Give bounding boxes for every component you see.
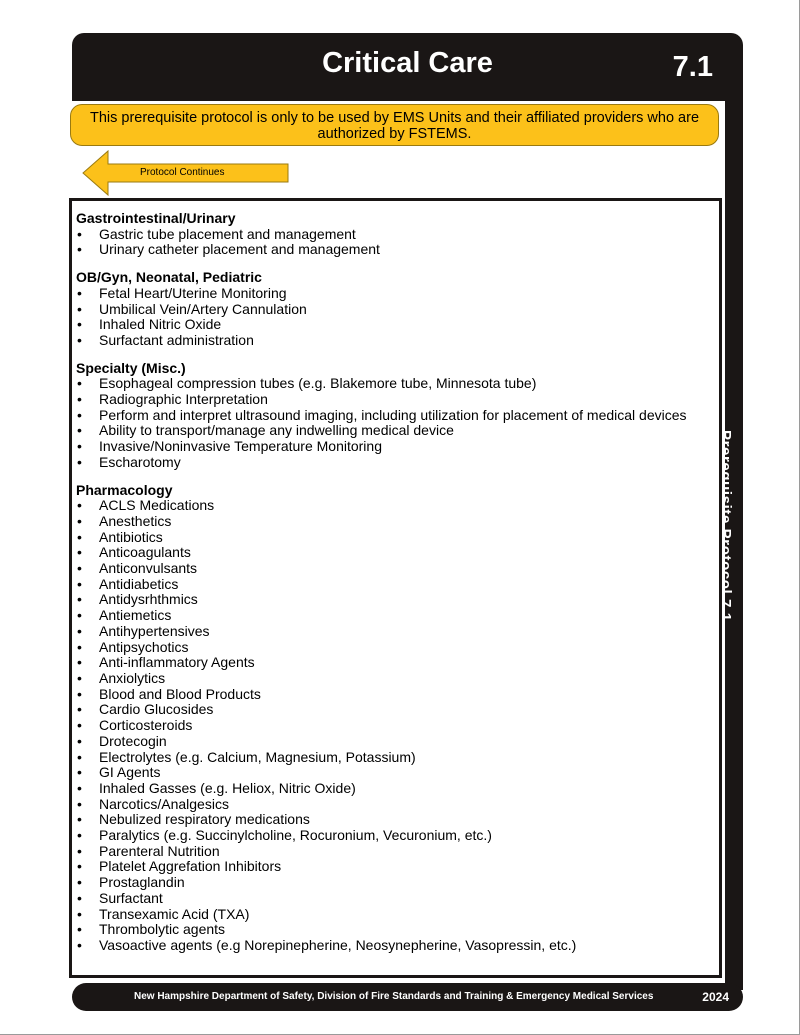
list-item-text: Surfactant administration: [99, 331, 254, 348]
bullet-list: [76, 498, 716, 953]
bullet-icon: •: [77, 732, 82, 749]
bullet-icon: •: [77, 921, 82, 938]
list-item-text: Drotecogin: [99, 732, 167, 749]
list-item-text: Surfactant: [99, 889, 163, 906]
protocol-content: [76, 211, 716, 966]
list-item: [76, 455, 716, 471]
bullet-icon: •: [77, 512, 82, 529]
section-title: OB/Gyn, Neonatal, Pediatric: [76, 269, 262, 286]
list-item-text: Ability to transport/manage any indwelling medical device: [99, 422, 454, 439]
list-item-text: Radiographic Interpretation: [99, 391, 268, 408]
list-item: [76, 891, 716, 907]
section-title: Specialty (Misc.): [76, 359, 186, 376]
bullet-icon: •: [77, 889, 82, 906]
bullet-list: [76, 227, 716, 258]
protocol-number: 7.1: [672, 51, 713, 83]
list-item-text: Vasoactive agents (e.g Norepinepherine, Neosynepherine, Vasopressin, etc.): [99, 936, 577, 953]
list-item: [76, 765, 716, 781]
bullet-icon: •: [77, 842, 82, 859]
bullet-icon: •: [77, 669, 82, 686]
section: [76, 270, 716, 349]
list-item: [76, 408, 716, 424]
footer-year: 2024: [702, 990, 729, 1004]
bullet-icon: •: [77, 874, 82, 891]
bullet-icon: •: [77, 795, 82, 812]
bullet-icon: •: [77, 717, 82, 734]
list-item: [76, 242, 716, 258]
bullet-icon: •: [77, 905, 82, 922]
side-protocol-label: Prerequisite Protocol 7.1: [717, 430, 734, 622]
bullet-icon: •: [77, 406, 82, 423]
list-item-text: Esophageal compression tubes (e.g. Blakemore tube, Minnesota tube): [99, 375, 537, 392]
authorization-notice: This prerequisite protocol is only to be used by EMS Units and their affiliated providers who are authorized by FSTEMS.: [70, 104, 719, 146]
list-item-text: Gastric tube placement and management: [99, 225, 356, 242]
list-item-text: Anti-inflammatory Agents: [99, 654, 255, 671]
bullet-icon: •: [77, 331, 82, 348]
list-item: [76, 392, 716, 408]
bullet-list: [76, 376, 716, 470]
list-item-text: Blood and Blood Products: [99, 685, 261, 702]
bullet-icon: •: [77, 764, 82, 781]
list-item: [76, 439, 716, 455]
list-item-text: Corticosteroids: [99, 717, 193, 734]
list-item: [76, 875, 716, 891]
list-item-text: Narcotics/Analgesics: [99, 795, 229, 812]
list-item-text: GI Agents: [99, 764, 161, 781]
bullet-icon: •: [77, 811, 82, 828]
list-item-text: Cardio Glucosides: [99, 701, 214, 718]
bullet-icon: •: [77, 528, 82, 545]
list-item: [76, 302, 716, 318]
list-item: [76, 718, 716, 734]
section: [76, 361, 716, 471]
list-item: [76, 797, 716, 813]
list-item: [76, 608, 716, 624]
list-item-text: Anticoagulants: [99, 544, 191, 561]
list-item: [76, 812, 716, 828]
bullet-icon: •: [77, 391, 82, 408]
list-item-text: Paralytics (e.g. Succinylcholine, Rocuronium, Vecuronium, etc.): [99, 827, 492, 844]
page-title: Critical Care: [322, 47, 493, 79]
list-item-text: Antiemetics: [99, 607, 172, 624]
list-item: [76, 702, 716, 718]
bullet-icon: •: [77, 701, 82, 718]
bullet-icon: •: [77, 300, 82, 317]
bullet-icon: •: [77, 422, 82, 439]
bullet-icon: •: [77, 575, 82, 592]
list-item-text: Prostaglandin: [99, 874, 185, 891]
bullet-icon: •: [77, 622, 82, 639]
list-item: [76, 687, 716, 703]
list-item-text: Anesthetics: [99, 512, 172, 529]
bullet-list: [76, 286, 716, 349]
bullet-icon: •: [77, 453, 82, 470]
list-item-text: Antidiabetics: [99, 575, 179, 592]
list-item: [76, 938, 716, 954]
section: [76, 211, 716, 258]
bullet-icon: •: [77, 225, 82, 242]
list-item: [76, 333, 716, 349]
list-item: [76, 922, 716, 938]
list-item-text: Transexamic Acid (TXA): [99, 905, 250, 922]
list-item-text: Umbilical Vein/Artery Cannulation: [99, 300, 307, 317]
list-item-text: Antibiotics: [99, 528, 163, 545]
section-title: Pharmacology: [76, 481, 173, 498]
bullet-icon: •: [77, 638, 82, 655]
list-item: [76, 545, 716, 561]
list-item: [76, 671, 716, 687]
bullet-icon: •: [77, 748, 82, 765]
bullet-icon: •: [77, 858, 82, 875]
protocol-continues-label: Protocol Continues: [140, 167, 225, 178]
list-item: [76, 655, 716, 671]
bullet-icon: •: [77, 607, 82, 624]
list-item: [76, 561, 716, 577]
list-item-text: Urinary catheter placement and management: [99, 241, 380, 258]
list-item: [76, 423, 716, 439]
list-item-text: Invasive/Noninvasive Temperature Monitoring: [99, 438, 382, 455]
list-item: [76, 624, 716, 640]
bullet-icon: •: [77, 936, 82, 953]
list-item: [76, 907, 716, 923]
bullet-icon: •: [77, 685, 82, 702]
list-item-text: Antihypertensives: [99, 622, 210, 639]
list-item: [76, 227, 716, 243]
list-item: [76, 750, 716, 766]
protocol-continues-arrow[interactable]: [82, 150, 290, 196]
list-item-text: ACLS Medications: [99, 497, 215, 514]
list-item: [76, 317, 716, 333]
bullet-icon: •: [77, 779, 82, 796]
section: [76, 483, 716, 954]
list-item: [76, 828, 716, 844]
list-item-text: Anxiolytics: [99, 669, 166, 686]
list-item: [76, 498, 716, 514]
footer-organization: New Hampshire Department of Safety, Division of Fire Standards and Training & Emergency Medical Services: [134, 991, 654, 1002]
list-item: [76, 640, 716, 656]
list-item-text: Escharotomy: [99, 453, 181, 470]
list-item-text: Nebulized respiratory medications: [99, 811, 310, 828]
list-item: [76, 734, 716, 750]
list-item-text: Parenteral Nutrition: [99, 842, 220, 859]
bullet-icon: •: [77, 654, 82, 671]
list-item-text: Inhaled Nitric Oxide: [99, 316, 222, 333]
list-item: [76, 592, 716, 608]
list-item-text: Antipsychotics: [99, 638, 189, 655]
list-item: [76, 530, 716, 546]
bullet-icon: •: [77, 544, 82, 561]
bullet-icon: •: [77, 316, 82, 333]
list-item: [76, 376, 716, 392]
bullet-icon: •: [77, 560, 82, 577]
bullet-icon: •: [77, 591, 82, 608]
list-item: [76, 514, 716, 530]
list-item-text: Electrolytes (e.g. Calcium, Magnesium, Potassium): [99, 748, 416, 765]
list-item: [76, 781, 716, 797]
bullet-icon: •: [77, 375, 82, 392]
bullet-icon: •: [77, 827, 82, 844]
bullet-icon: •: [77, 438, 82, 455]
bullet-icon: •: [77, 241, 82, 258]
bullet-icon: •: [77, 284, 82, 301]
list-item: [76, 286, 716, 302]
list-item-text: Anticonvulsants: [99, 560, 198, 577]
list-item: [76, 577, 716, 593]
list-item: [76, 844, 716, 860]
list-item-text: Antidysrhthmics: [99, 591, 198, 608]
section-title: Gastrointestinal/Urinary: [76, 210, 236, 226]
list-item-text: Thrombolytic agents: [99, 921, 226, 938]
list-item: [76, 859, 716, 875]
list-item-text: Inhaled Gasses (e.g. Heliox, Nitric Oxide): [99, 779, 356, 796]
list-item-text: Platelet Aggrefation Inhibitors: [99, 858, 282, 875]
header-bar: [72, 33, 743, 101]
list-item-text: Perform and interpret ultrasound imaging, including utilization for placement of medical devices: [99, 406, 687, 423]
bullet-icon: •: [77, 497, 82, 514]
list-item-text: Fetal Heart/Uterine Monitoring: [99, 284, 287, 301]
footer-bar: [72, 983, 743, 1011]
